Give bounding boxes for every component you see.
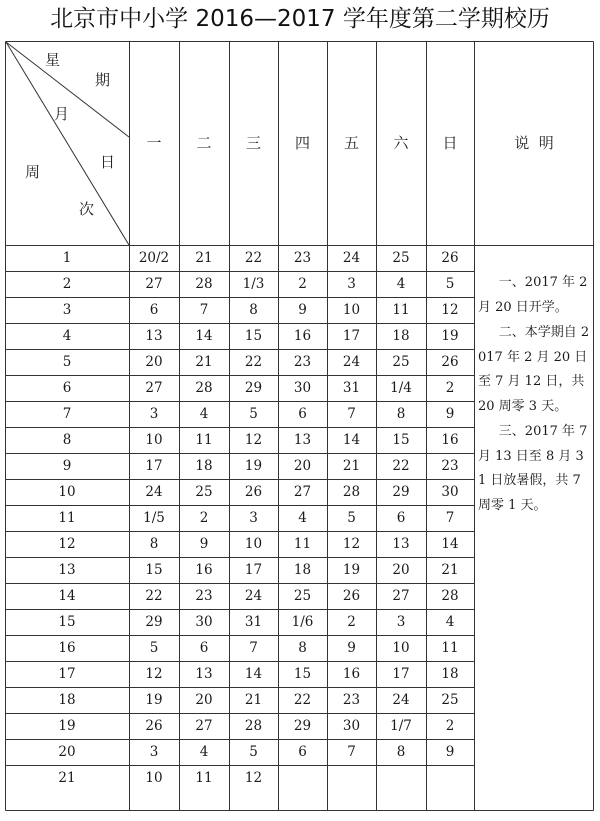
date-cell: 21 [195, 354, 213, 370]
date-cell: 1/3 [242, 276, 265, 292]
date-cell: 12 [441, 302, 459, 318]
date-cell: 4 [199, 406, 209, 422]
date-cell: 23 [293, 250, 312, 266]
corner-label-qi: 期 [95, 71, 111, 89]
header-tue: 二 [196, 134, 212, 152]
date-cell: 8 [249, 302, 258, 318]
date-cell: 28 [244, 718, 263, 734]
date-cell: 27 [293, 484, 312, 500]
date-cell: 7 [347, 406, 356, 422]
week-number-cell: 20 [58, 744, 76, 760]
date-cell: 6 [149, 302, 159, 318]
date-cell: 11 [392, 302, 410, 318]
date-cell: 23 [293, 354, 312, 370]
week-number-cell: 16 [58, 640, 76, 656]
header-mon: 一 [146, 134, 162, 152]
date-cell: 29 [392, 484, 410, 500]
date-cell: 26 [244, 484, 263, 500]
date-cell: 25 [392, 354, 410, 370]
date-cell: 11 [195, 770, 213, 786]
date-cell: 22 [293, 692, 312, 708]
date-cell: 27 [145, 380, 163, 396]
date-cell: 1/7 [390, 718, 412, 734]
date-cell: 15 [392, 432, 410, 448]
date-cell: 18 [441, 666, 459, 682]
date-cell: 19 [441, 328, 459, 344]
date-cell: 16 [293, 328, 312, 344]
date-cell: 13 [392, 536, 410, 552]
week-number-cell: 1 [62, 250, 72, 266]
date-cell: 7 [445, 510, 455, 526]
week-number-cell: 5 [62, 354, 72, 370]
date-cell: 22 [145, 588, 163, 604]
week-number-cell: 2 [62, 276, 72, 292]
date-cell: 29 [293, 718, 312, 734]
date-cell: 25 [195, 484, 213, 500]
school-calendar-table [5, 41, 594, 811]
date-cell: 16 [342, 666, 361, 682]
date-cell: 3 [149, 744, 159, 760]
date-cell: 11 [293, 536, 312, 552]
date-cell: 24 [244, 588, 263, 604]
week-number-cell: 10 [58, 484, 76, 500]
date-cell: 14 [195, 328, 213, 344]
date-cell: 24 [342, 250, 361, 266]
date-cell: 4 [396, 276, 406, 292]
date-cell: 26 [145, 718, 163, 734]
date-cell: 2 [298, 276, 307, 292]
week-number-cell: 11 [58, 510, 76, 526]
date-cell [376, 765, 426, 791]
date-cell: 21 [195, 250, 213, 266]
date-cell: 1/4 [390, 380, 412, 396]
date-cell: 2 [347, 614, 356, 630]
date-cell: 25 [441, 692, 459, 708]
date-cell: 27 [392, 588, 410, 604]
date-cell: 21 [244, 692, 263, 708]
date-cell: 30 [293, 380, 312, 396]
corner-label-ri: 日 [100, 153, 116, 171]
date-cell: 28 [195, 276, 213, 292]
date-cell [278, 765, 327, 791]
date-cell: 10 [342, 302, 361, 318]
date-cell: 12 [342, 536, 361, 552]
date-cell: 3 [396, 614, 406, 630]
date-cell: 16 [195, 562, 213, 578]
date-cell: 20 [392, 562, 410, 578]
note-3: 三、2017 年 7 月 13 日至 8 月 31 日放暑假，共 7 周零 1 天。 [478, 424, 588, 513]
week-number-cell: 9 [62, 458, 72, 474]
date-cell: 1/5 [143, 510, 165, 526]
date-cell: 27 [145, 276, 163, 292]
date-cell: 8 [298, 640, 307, 656]
date-cell: 20/2 [138, 250, 170, 266]
date-cell: 6 [199, 640, 209, 656]
corner-diagonal-2 [6, 42, 129, 245]
date-cell: 20 [195, 692, 213, 708]
date-cell: 11 [195, 432, 213, 448]
date-cell: 2 [445, 718, 455, 734]
date-cell: 24 [342, 354, 361, 370]
date-cell: 23 [342, 692, 361, 708]
date-cell: 19 [342, 562, 361, 578]
date-cell: 4 [445, 614, 455, 630]
date-cell [327, 765, 376, 791]
header-notes: 说 明 [514, 134, 554, 152]
week-number-cell: 17 [58, 666, 76, 682]
date-cell: 7 [347, 744, 356, 760]
header-wed: 三 [245, 134, 261, 152]
date-cell: 22 [244, 250, 263, 266]
date-cell: 14 [441, 536, 459, 552]
date-cell: 2 [445, 380, 455, 396]
date-cell: 1/6 [291, 614, 314, 630]
date-cell: 7 [249, 640, 258, 656]
date-cell: 9 [298, 302, 307, 318]
note-2: 二、本学期自 2017 年 2 月 20 日至 7 月 12 日，共 20 周零 3 天。 [478, 325, 590, 414]
date-cell: 13 [145, 328, 163, 344]
date-cell: 15 [145, 562, 163, 578]
date-cell: 25 [293, 588, 312, 604]
date-cell: 3 [249, 510, 258, 526]
date-cell: 5 [347, 510, 356, 526]
note-1: 一、2017 年 2 月 20 日开学。 [478, 275, 588, 315]
date-cell: 3 [149, 406, 159, 422]
date-cell: 15 [293, 666, 312, 682]
header-sun: 日 [442, 134, 458, 152]
date-cell: 23 [441, 458, 459, 474]
corner-label-zhou: 周 [25, 163, 41, 181]
date-cell: 22 [392, 458, 410, 474]
date-cell: 17 [392, 666, 410, 682]
date-cell: 18 [392, 328, 410, 344]
date-cell: 14 [342, 432, 361, 448]
week-number-cell: 18 [58, 692, 76, 708]
date-cell: 8 [396, 406, 406, 422]
date-cell: 27 [195, 718, 213, 734]
date-cell: 20 [145, 354, 163, 370]
week-number-cell: 21 [58, 770, 76, 786]
date-cell: 2 [199, 510, 209, 526]
week-number-cell: 14 [58, 588, 76, 604]
date-cell: 5 [149, 640, 159, 656]
date-cell: 31 [244, 614, 263, 630]
header-fri: 五 [343, 134, 359, 152]
date-cell: 12 [145, 666, 163, 682]
date-cell: 12 [244, 432, 263, 448]
date-cell: 24 [145, 484, 163, 500]
notes-column [478, 271, 590, 519]
week-number-cell: 15 [58, 614, 76, 630]
corner-label-yue: 月 [54, 105, 70, 123]
date-cell: 18 [195, 458, 213, 474]
date-cell: 8 [396, 744, 406, 760]
date-cell: 31 [342, 380, 361, 396]
date-cell: 30 [342, 718, 361, 734]
date-cell: 17 [145, 458, 163, 474]
week-number-cell: 3 [62, 302, 72, 318]
date-cell: 30 [441, 484, 459, 500]
date-cell: 9 [445, 406, 455, 422]
date-cell: 21 [441, 562, 459, 578]
date-cell: 6 [298, 406, 307, 422]
date-cell: 7 [199, 302, 209, 318]
date-cell: 12 [244, 770, 263, 786]
week-number-cell: 6 [62, 380, 72, 396]
date-cell: 19 [145, 692, 163, 708]
date-cell: 4 [298, 510, 307, 526]
week-number-cell: 8 [62, 432, 72, 448]
date-cell: 9 [445, 744, 455, 760]
date-cell: 9 [199, 536, 209, 552]
date-cell: 13 [293, 432, 312, 448]
date-cell: 26 [342, 588, 361, 604]
date-cell: 25 [392, 250, 410, 266]
date-cell: 8 [149, 536, 159, 552]
date-cell: 22 [244, 354, 263, 370]
date-cell: 10 [145, 432, 163, 448]
date-cell: 28 [342, 484, 361, 500]
date-cell: 26 [441, 354, 459, 370]
calendar-title: 北京市中小学 2016—2017 学年度第二学期校历 [50, 6, 550, 32]
date-cell: 20 [293, 458, 312, 474]
date-cell: 19 [244, 458, 263, 474]
date-cell: 28 [195, 380, 213, 396]
date-cell: 3 [347, 276, 356, 292]
date-cell: 10 [392, 640, 410, 656]
header-sat: 六 [393, 134, 409, 152]
date-cell: 30 [195, 614, 213, 630]
date-cell: 17 [244, 562, 263, 578]
week-number-cell: 12 [58, 536, 76, 552]
date-cell: 24 [392, 692, 410, 708]
date-cell: 23 [195, 588, 213, 604]
week-number-cell: 4 [62, 328, 72, 344]
date-cell: 29 [244, 380, 263, 396]
date-cell: 18 [293, 562, 312, 578]
date-cell: 6 [298, 744, 307, 760]
header-thu: 四 [294, 134, 310, 152]
date-cell: 17 [342, 328, 361, 344]
date-cell: 15 [244, 328, 263, 344]
corner-label-xing: 星 [45, 51, 61, 69]
date-cell: 10 [145, 770, 163, 786]
week-number-cell: 19 [58, 718, 76, 734]
date-cell: 21 [342, 458, 361, 474]
date-cell: 5 [249, 406, 258, 422]
week-number-cell: 13 [58, 562, 76, 578]
date-cell: 10 [244, 536, 263, 552]
date-cell: 4 [199, 744, 209, 760]
date-cell: 26 [441, 250, 459, 266]
date-cell: 16 [441, 432, 459, 448]
date-cell [426, 765, 474, 791]
date-cell: 29 [145, 614, 163, 630]
date-cell: 5 [445, 276, 455, 292]
corner-label-ci: 次 [79, 200, 95, 218]
date-cell: 5 [249, 744, 258, 760]
date-cell: 6 [396, 510, 406, 526]
date-cell: 13 [195, 666, 213, 682]
date-cell: 14 [244, 666, 263, 682]
date-cell: 28 [441, 588, 459, 604]
date-cell: 11 [441, 640, 459, 656]
date-cell: 9 [347, 640, 356, 656]
week-number-cell: 7 [62, 406, 72, 422]
